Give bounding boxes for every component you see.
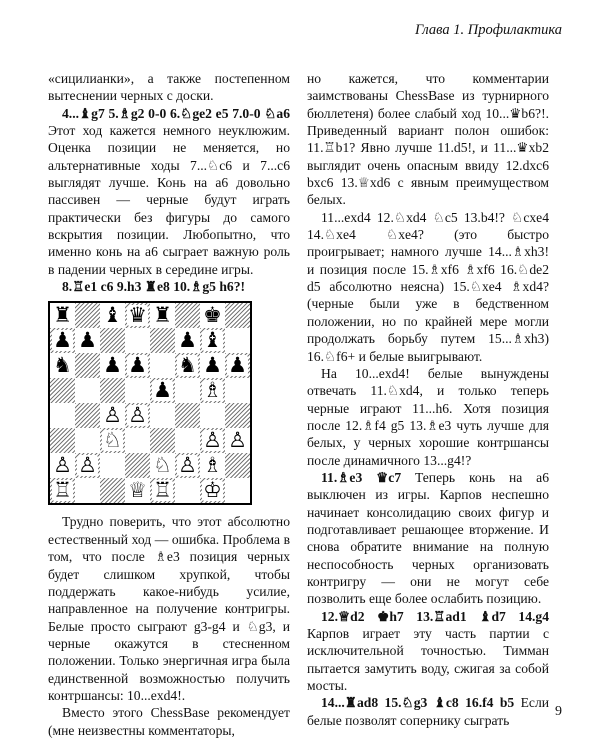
board-square	[225, 303, 250, 328]
white-piece-icon: ♔	[203, 478, 222, 503]
board-square	[75, 453, 100, 478]
black-piece-icon: ♟	[53, 328, 72, 353]
board-square	[175, 328, 200, 353]
board-square	[200, 478, 225, 503]
move-notation: 8.♖e1 c6 9.h3 ♜e8 10.♗g5 h6?!	[62, 279, 246, 295]
white-piece-icon: ♙	[203, 428, 222, 453]
paragraph: 11...exd4 12.♘xd4 ♘c5 13.b4!? ♘cxe4 14.♘xe4 ♘xe4? (это быстро проигрывает; намного лучше 14...♗xh3! и позиция после 15.♗xf6 ♗xf6 16.♘de2 d5 абсолютно неясна) 15.♘xe4 ♗xd4? (черные были уже в бедственном положении, но по крайней мере могли продолжать борьбу путем 15...♗xh3) 16.♘f6+ и белые выигрывают.	[307, 209, 549, 364]
board-square	[175, 428, 200, 453]
left-column	[48, 70, 290, 739]
board-square	[225, 328, 250, 353]
right-column	[307, 70, 549, 729]
board-square	[150, 328, 175, 353]
board-square	[200, 403, 225, 428]
board-square	[125, 303, 150, 328]
board-square	[100, 428, 125, 453]
board-square	[75, 353, 100, 378]
black-piece-icon: ♝	[103, 303, 122, 328]
white-piece-icon: ♘	[153, 453, 172, 478]
board-square	[50, 453, 75, 478]
white-piece-icon: ♙	[53, 453, 72, 478]
board-square	[225, 453, 250, 478]
board-square	[150, 403, 175, 428]
board-square	[150, 353, 175, 378]
board-square	[150, 378, 175, 403]
move-notation: 14...♜ad8 15.♘g3 ♝c8 16.f4 b5	[321, 695, 515, 711]
commentary: Карпов играет эту часть партии с исключительной точностью. Тимман пытается замутить воду, сжигая за собой мосты.	[307, 626, 549, 694]
board-square	[50, 328, 75, 353]
black-piece-icon: ♜	[153, 303, 172, 328]
black-piece-icon: ♟	[228, 353, 247, 378]
paragraph	[307, 608, 549, 695]
board-square	[125, 478, 150, 503]
board-square	[100, 353, 125, 378]
move-notation: 12.♕d2 ♚h7 13.♖ad1 ♝d7 14.g4	[321, 608, 549, 624]
commentary: Если белые позволят сопернику сыграть	[307, 695, 550, 728]
board-square	[100, 303, 125, 328]
board-square	[225, 353, 250, 378]
board-square	[125, 378, 150, 403]
board-square	[100, 328, 125, 353]
board-square	[75, 378, 100, 403]
white-piece-icon: ♙	[178, 453, 197, 478]
paragraph: «сицилианки», а также постепенном вытеснении черных с доски.	[48, 71, 290, 104]
board-square	[75, 303, 100, 328]
black-piece-icon: ♚	[203, 303, 222, 328]
black-piece-icon: ♛	[128, 303, 147, 328]
black-piece-icon: ♟	[103, 353, 122, 378]
board-square	[225, 428, 250, 453]
board-square	[200, 428, 225, 453]
paragraph	[48, 105, 290, 278]
board-square	[225, 378, 250, 403]
white-piece-icon: ♖	[153, 478, 172, 503]
black-piece-icon: ♟	[128, 353, 147, 378]
white-piece-icon: ♙	[78, 453, 97, 478]
board-square	[125, 453, 150, 478]
board-square	[75, 403, 100, 428]
board-square	[50, 378, 75, 403]
board-square	[50, 353, 75, 378]
board-square	[50, 403, 75, 428]
move-notation: 4...♝g7 5.♗g2 0-0 6.♘ge2 e5 7.0-0 ♘a6	[62, 105, 290, 121]
black-piece-icon: ♞	[53, 353, 72, 378]
board-square	[125, 428, 150, 453]
board-square	[100, 378, 125, 403]
board-square	[100, 453, 125, 478]
board-square	[200, 378, 225, 403]
white-piece-icon: ♗	[203, 378, 222, 403]
paragraph: Вместо этого ChessBase рекомендует (мне неизвестны комментаторы,	[48, 705, 290, 738]
board-square	[125, 403, 150, 428]
white-piece-icon: ♙	[103, 403, 122, 428]
board-square	[50, 303, 75, 328]
paragraph: Трудно поверить, что этот абсолютно естественный ход — ошибка. Проблема в том, что после ♗e3 позиция черных будет слишком хрупкой, чтобы поддержать какое-нибудь усилие, направленное на получение контригры. Белые просто сыграют g3-g4 и ♘g3, и черные окажутся в стесненном положении. Только энергичная игра была единственной возможностью получить контршансы: 10...exd4!.	[48, 514, 290, 703]
board-square	[50, 428, 75, 453]
board-square	[100, 478, 125, 503]
board-square	[200, 303, 225, 328]
black-piece-icon: ♟	[203, 353, 222, 378]
black-piece-icon: ♞	[178, 353, 197, 378]
board-square	[125, 353, 150, 378]
commentary: Теперь конь на a6 выключен из игры. Карпов неспешно начинает консолидацию своих фигур и подготавливает решающее вторжение. И снова обратите внимание на полную неспособность черных организовать контригру — они не могут себе позволить еще более ослабить позицию.	[307, 469, 549, 607]
white-piece-icon: ♕	[128, 478, 147, 503]
board-square	[200, 328, 225, 353]
move-notation: 11.♗e3 ♛c7	[321, 469, 402, 485]
black-piece-icon: ♟	[178, 328, 197, 353]
board-square	[75, 428, 100, 453]
black-piece-icon: ♟	[153, 378, 172, 403]
white-piece-icon: ♙	[228, 428, 247, 453]
board-square	[175, 378, 200, 403]
black-piece-icon: ♝	[203, 328, 222, 353]
board-square	[225, 478, 250, 503]
white-piece-icon: ♙	[128, 403, 147, 428]
board-square	[175, 353, 200, 378]
board-square	[175, 303, 200, 328]
board-square	[75, 328, 100, 353]
board-square	[150, 478, 175, 503]
board-square	[200, 453, 225, 478]
board-square	[50, 478, 75, 503]
board-square	[225, 403, 250, 428]
black-piece-icon: ♟	[78, 328, 97, 353]
commentary: Этот ход кажется немного неуклюжим. Оценка позиции не меняется, но альтернативные ходы 7...♘c6 и 7...c6 выглядят лучше. Конь на a6 довольно пассивен — черные будут играть практически без фигуры до самого вскрытия позиции. Любопытно, что именно конь на a6 сыграет важную роль в падении черных в середине игры.	[48, 123, 290, 277]
page-number: 9	[555, 704, 562, 719]
paragraph: На 10...exd4! белые вынуждены отвечать 11.♘xd4, и только теперь черные играют 11...h6. Хотя позиция после 12.♗f4 g5 13.♗e3 чуть лучше для белых, у черных хорошие контршансы после динамичного 13...g4!?	[307, 365, 549, 468]
board-square	[150, 303, 175, 328]
chess-board	[50, 303, 250, 503]
white-piece-icon: ♗	[203, 453, 222, 478]
paragraph: но кажется, что комментарии заимствованы ChessBase из турнирного бюллетеня) более слабый ход 10...♛b6?!. Приведенный вариант полон ошибок: 11.♖b1? Явно лучше 11.d5!, и 11...♛xb2 выглядит очень опасным ввиду 12.dxc6 bxc6 13.♕xd6 с явным преимуществом белых.	[307, 71, 549, 208]
board-square	[125, 328, 150, 353]
chess-diagram	[48, 301, 252, 505]
board-square	[175, 478, 200, 503]
board-square	[200, 353, 225, 378]
board-square	[175, 403, 200, 428]
white-piece-icon: ♖	[53, 478, 72, 503]
black-piece-icon: ♜	[53, 303, 72, 328]
board-square	[100, 403, 125, 428]
paragraph	[307, 694, 549, 729]
board-square	[75, 478, 100, 503]
board-square	[150, 453, 175, 478]
board-square	[175, 453, 200, 478]
white-piece-icon: ♘	[103, 428, 122, 453]
paragraph	[307, 469, 549, 608]
chapter-header: Глава 1. Профилактика	[414, 22, 562, 38]
paragraph	[48, 278, 290, 295]
board-square	[150, 428, 175, 453]
